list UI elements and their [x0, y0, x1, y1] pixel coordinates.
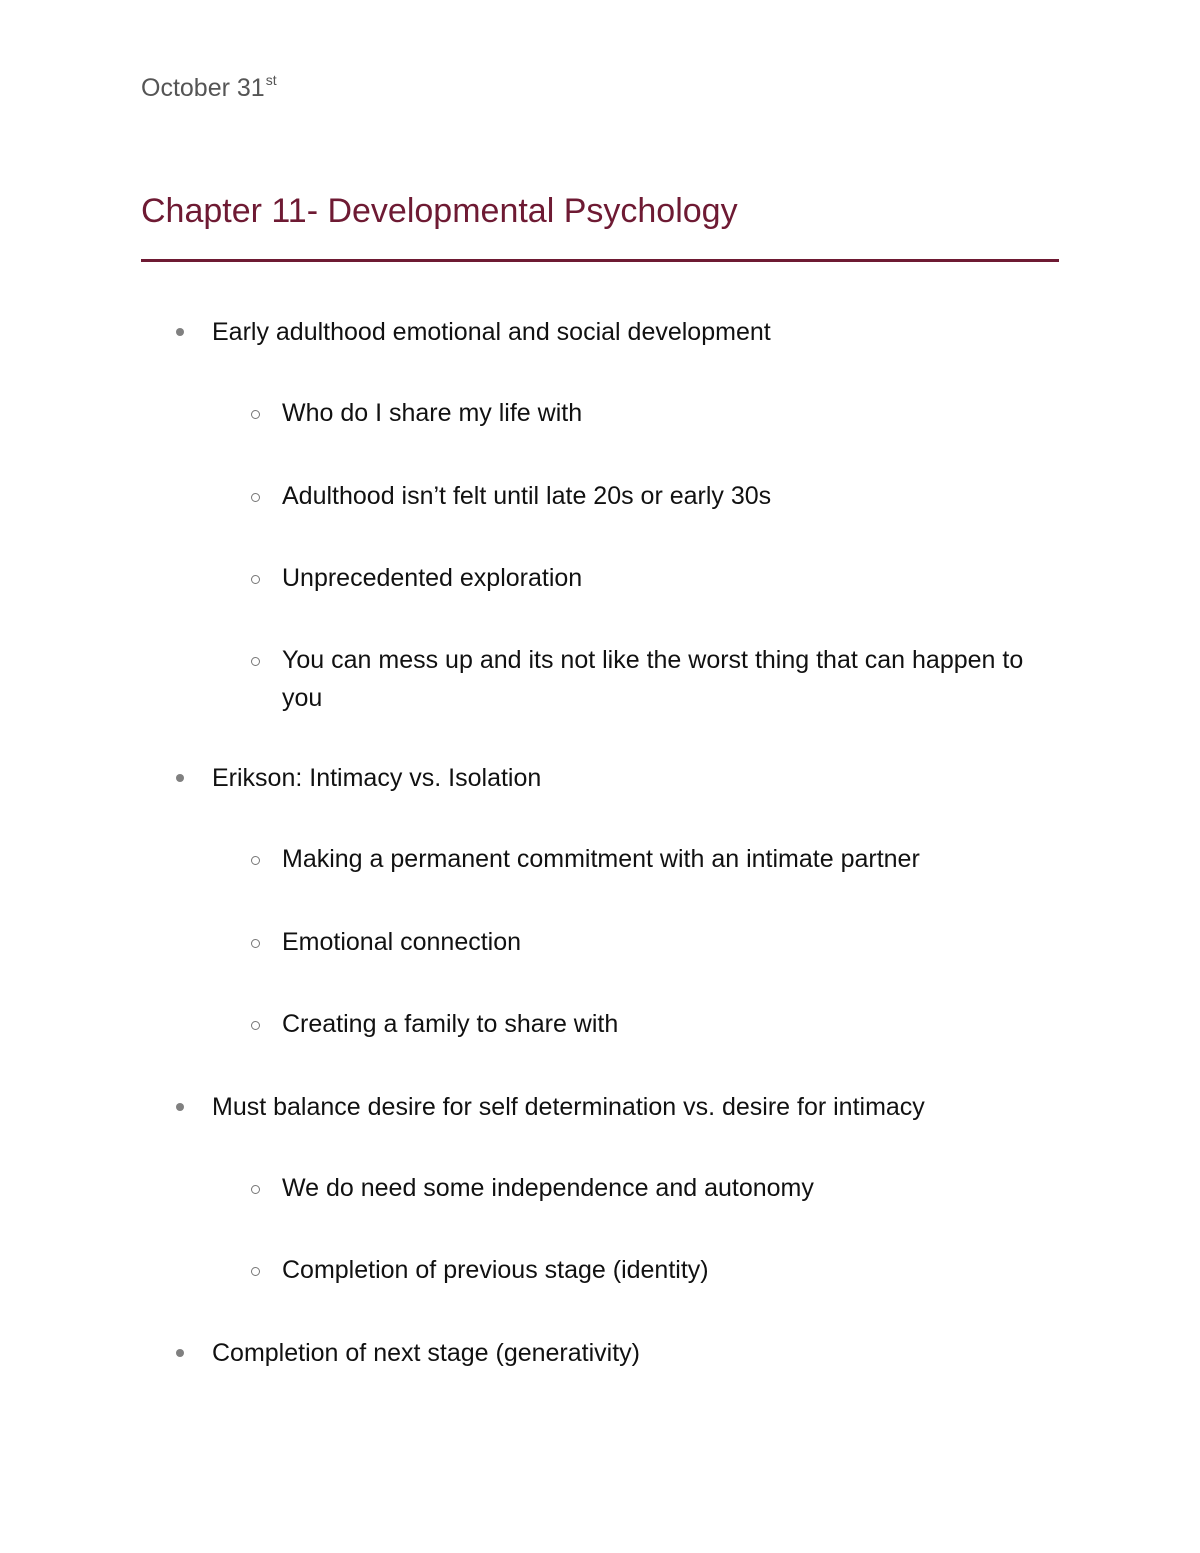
outline-item: Completion of next stage (generativity)	[212, 1339, 640, 1367]
hollow-bullet-icon	[250, 492, 262, 504]
hollow-bullet-icon	[250, 938, 262, 950]
title-underline-divider	[141, 259, 1059, 262]
hollow-bullet-icon	[250, 1020, 262, 1032]
outline-subitem: Adulthood isn’t felt until late 20s or early 30s	[282, 482, 772, 510]
hollow-bullet-icon	[250, 574, 262, 586]
outline-subitem: You can mess up and its not like the worst thing that can happen to you	[282, 646, 1024, 712]
outline-subitem: Creating a family to share with	[282, 1010, 619, 1038]
date-ordinal-suffix: st	[265, 72, 277, 88]
outline-subitem: Unprecedented exploration	[282, 564, 583, 592]
date-heading	[141, 72, 277, 103]
bullet-icon	[175, 327, 185, 337]
outline-item: Erikson: Intimacy vs. Isolation	[212, 764, 542, 792]
bullet-icon	[175, 1102, 185, 1112]
hollow-bullet-icon	[250, 1184, 262, 1196]
hollow-bullet-icon	[250, 409, 262, 421]
bullet-icon	[175, 1348, 185, 1358]
outline-item: Early adulthood emotional and social development	[212, 318, 771, 346]
outline-item: Must balance desire for self determination vs. desire for intimacy	[212, 1093, 925, 1121]
date-text: October 31	[141, 74, 265, 102]
hollow-bullet-icon	[250, 1266, 262, 1278]
outline-subitem: Making a permanent commitment with an intimate partner	[282, 845, 920, 873]
outline-subitem: We do need some independence and autonomy	[282, 1174, 814, 1202]
chapter-title: Chapter 11- Developmental Psychology	[141, 192, 738, 230]
hollow-bullet-icon	[250, 656, 262, 668]
outline-subitem: Completion of previous stage (identity)	[282, 1256, 709, 1284]
outline-subitem: Emotional connection	[282, 928, 522, 956]
outline-subitem: Who do I share my life with	[282, 399, 583, 427]
bullet-icon	[175, 773, 185, 783]
hollow-bullet-icon	[250, 855, 262, 867]
